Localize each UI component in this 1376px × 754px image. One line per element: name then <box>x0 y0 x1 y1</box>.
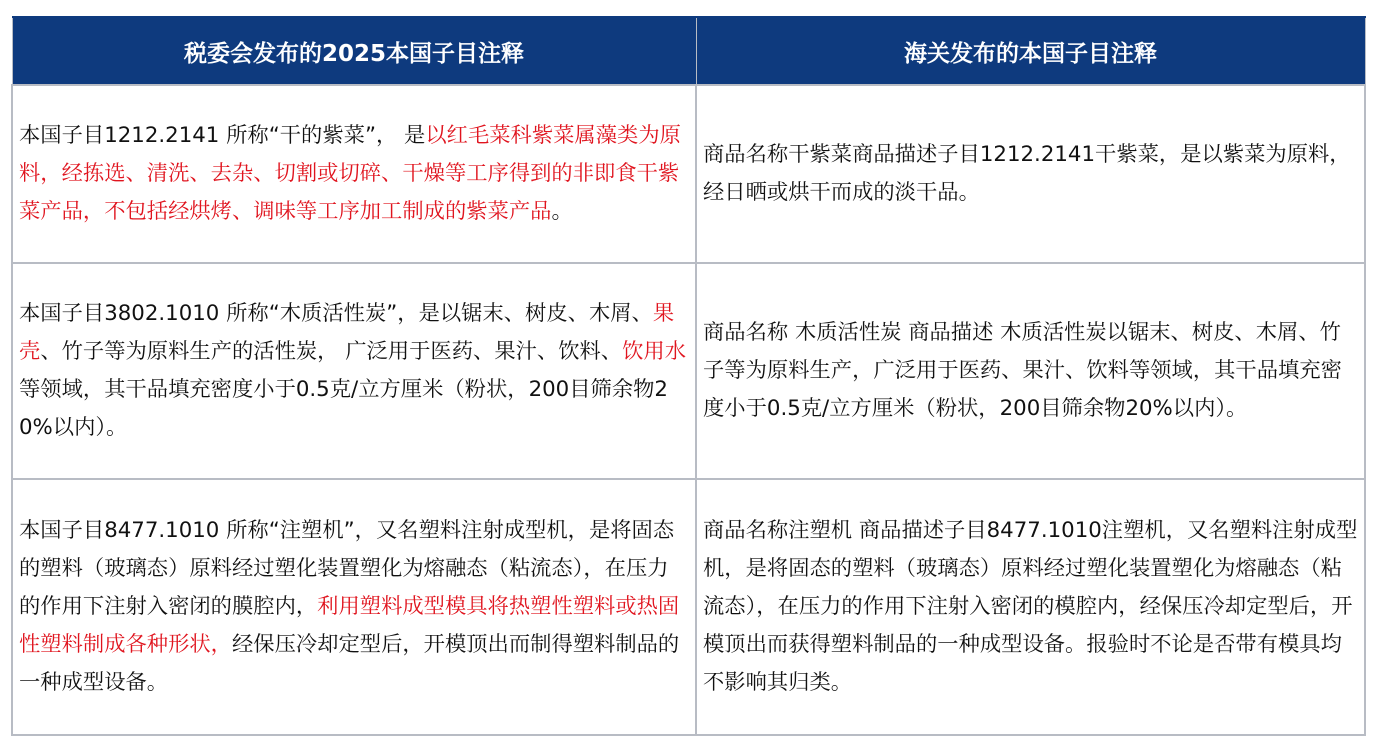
tax-committee-note-3802 <box>12 263 696 479</box>
tax-committee-note-8477 <box>12 479 696 735</box>
header-tax-committee: 税委会发布的2025本国子目注释 <box>12 17 696 85</box>
note-text: 。 <box>551 199 573 224</box>
note-text: 本国子目8477.1010 所称“注塑机”，又名塑料注射成型机，是将固态的塑料（玻璃态）原料经过塑化装置塑化为熔融态（粘流态），在压力的作用下注射入密闭的膜腔内， <box>19 518 675 619</box>
note-text: 等领域，其干品填充密度小于0.5克/立方厘米（粉状，200目筛余物20%以内）。 <box>19 377 668 440</box>
note-highlight: 饮用水 <box>622 339 687 364</box>
table-row <box>12 479 1365 735</box>
customs-note-8477: 商品名称注塑机 商品描述子目8477.1010注塑机，又名塑料注射成型机，是将固态的塑料（玻璃态）原料经过塑化装置塑化为熔融态（粘流态），在压力的作用下注射入密闭的模腔内，经保压冷却定型后，开模顶出而获得塑料制品的一种成型设备。报验时不论是否带有模具均不影响其归类。 <box>696 479 1365 735</box>
note-highlight: 果壳 <box>19 301 675 364</box>
customs-note-1212: 商品名称干紫菜商品描述子目1212.2141干紫菜，是以紫菜为原料，经日晒或烘干而成的淡干品。 <box>696 85 1365 263</box>
comparison-table <box>11 16 1366 736</box>
note-highlight: 以红毛菜科紫菜属藻类为原料，经拣选、清洗、去杂、切割或切碎、干燥等工序得到的非即食干紫菜产品，不包括经烘烤、调味等工序加工制成的紫菜产品 <box>19 123 681 224</box>
comparison-table-wrapper <box>11 16 1364 736</box>
note-text: 本国子目3802.1010 所称“木质活性炭”，是以锯末、树皮、木屑、 <box>19 301 653 326</box>
note-text: 本国子目1212.2141 所称“干的紫菜”， 是 <box>19 123 426 148</box>
header-row <box>12 17 1365 85</box>
note-text: 经保压冷却定型后，开模顶出而制得塑料制品的一种成型设备。 <box>19 632 680 695</box>
table-row <box>12 85 1365 263</box>
customs-note-3802: 商品名称 木质活性炭 商品描述 木质活性炭以锯末、树皮、木屑、竹子等为原料生产，广泛用于医药、果汁、饮料等领域，其干品填充密度小于0.5克/立方厘米（粉状，200目筛余物20%以内）。 <box>696 263 1365 479</box>
table-row <box>12 263 1365 479</box>
note-highlight: 利用塑料成型模具将热塑性塑料或热固性塑料制成各种形状， <box>19 594 680 657</box>
note-text: 、竹子等为原料生产的活性炭， 广泛用于医药、果汁、饮料、 <box>40 339 623 364</box>
tax-committee-note-1212 <box>12 85 696 263</box>
header-customs: 海关发布的本国子目注释 <box>696 17 1365 85</box>
